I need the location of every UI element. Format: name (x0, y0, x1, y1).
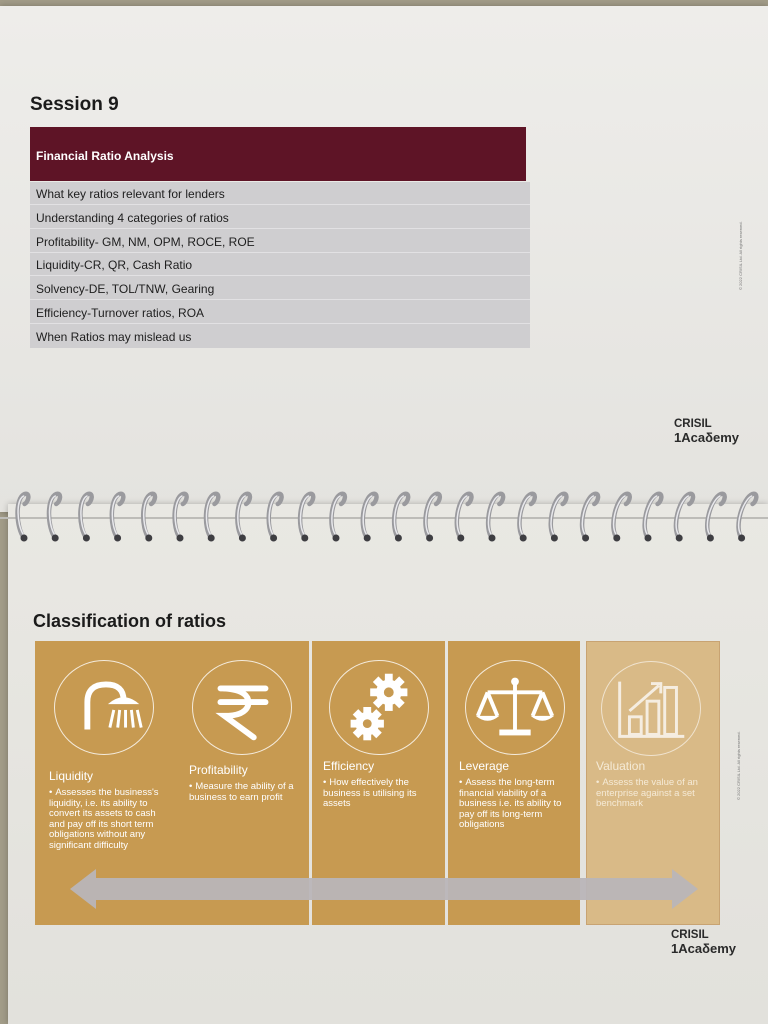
spiral-coil (519, 494, 534, 538)
binding-hole (613, 535, 620, 542)
spiral-binding (0, 488, 768, 548)
binding-hole (239, 535, 246, 542)
binding-hole (489, 535, 496, 542)
table-header (30, 127, 526, 181)
binding-hole (270, 535, 277, 542)
binding-hole (551, 535, 558, 542)
spiral-coil (582, 494, 598, 538)
binding-hole (707, 535, 714, 542)
table-row: What key ratios relevant for lenders (30, 182, 530, 205)
panel-description (49, 788, 173, 851)
double-arrow (70, 864, 698, 914)
table-row: Liquidity-CR, QR, Cash Ratio (30, 253, 530, 276)
binding-hole (301, 535, 308, 542)
gears-icon (329, 660, 429, 755)
spiral-coil (143, 494, 155, 538)
spiral-coil (175, 494, 187, 538)
spiral-coil (551, 494, 567, 538)
binding-hole (114, 535, 121, 542)
brand-academy: 1Acaδemy (671, 941, 736, 956)
table-row: When Ratios may mislead us (36, 330, 192, 344)
binding-hole (83, 535, 90, 542)
binding-hole (582, 535, 589, 542)
section-title: Classification of ratios (33, 611, 227, 631)
table-row: Understanding 4 categories of ratios (30, 206, 530, 229)
brand-logo-bottom (671, 929, 736, 955)
panel-description (459, 778, 579, 831)
binding-hole (395, 535, 402, 542)
brand-name: CRISIL (674, 418, 712, 430)
binding-hole (520, 535, 527, 542)
spiral-coil (80, 494, 91, 538)
spiral-coil (676, 494, 693, 538)
binding-hole (426, 535, 433, 542)
session-title: Session 9 (30, 94, 119, 115)
binding-hole (208, 535, 215, 542)
copyright-note: © 2022 CRISIL Ltd. All rights reserved. (736, 731, 741, 800)
scales-icon (465, 660, 565, 755)
bar-chart-icon (601, 661, 701, 756)
binding-hole (676, 535, 683, 542)
panel-desc-text: • Assess the long-term financial viability of a business i.e. its ability to pay off its long-term obligations (459, 778, 579, 831)
binding-hole (738, 535, 745, 542)
rupee-icon (192, 660, 292, 755)
binding-hole (21, 535, 28, 542)
table-row: Solvency-DE, TOL/TNW, Gearing (30, 277, 530, 300)
panel-desc-text: • Assess the value of an enterprise against a set benchmark (596, 778, 718, 810)
table-header-label: Financial Ratio Analysis (36, 149, 174, 163)
panel-desc-text: • Measure the ability of a business to earn profit (189, 782, 305, 803)
spiral-coil (206, 494, 218, 538)
table-row: Efficiency-Turnover ratios, ROA (30, 301, 530, 324)
spiral-coil (645, 494, 662, 538)
spiral-coil (112, 494, 124, 538)
binding-hole (645, 535, 652, 542)
panel-description (323, 778, 443, 810)
topics-table (30, 182, 530, 348)
shower-icon (54, 660, 154, 755)
panel-title: Profitability (189, 763, 248, 777)
panel-title: Liquidity (49, 769, 94, 783)
binding-hole (333, 535, 340, 542)
panel-title: Valuation (596, 759, 646, 773)
panel-desc-text: • Assesses the business's liquidity, i.e. its ability to convert its assets to cash and pay off its short term obligations without any significant difficulty (49, 788, 173, 851)
panel-description (596, 778, 718, 810)
panel-description (189, 782, 305, 803)
brand-academy: 1Acaδemy (674, 430, 739, 445)
spiral-coil (613, 494, 629, 538)
table-row: Profitability- GM, NM, OPM, ROCE, ROE (30, 230, 530, 253)
panel-desc-text: • How effectively the business is utilising its assets (323, 778, 443, 810)
brand-name: CRISIL (671, 929, 709, 941)
copyright-note: © 2022 CRISIL Ltd. All rights reserved. (738, 221, 743, 290)
panel-title: Leverage (459, 759, 510, 773)
binding-hole (364, 535, 371, 542)
panel-title: Efficiency (323, 759, 375, 773)
binding-hole (52, 535, 59, 542)
binding-hole (145, 535, 152, 542)
brand-logo-top (674, 418, 739, 444)
binding-hole (177, 535, 184, 542)
binding-hole (457, 535, 464, 542)
